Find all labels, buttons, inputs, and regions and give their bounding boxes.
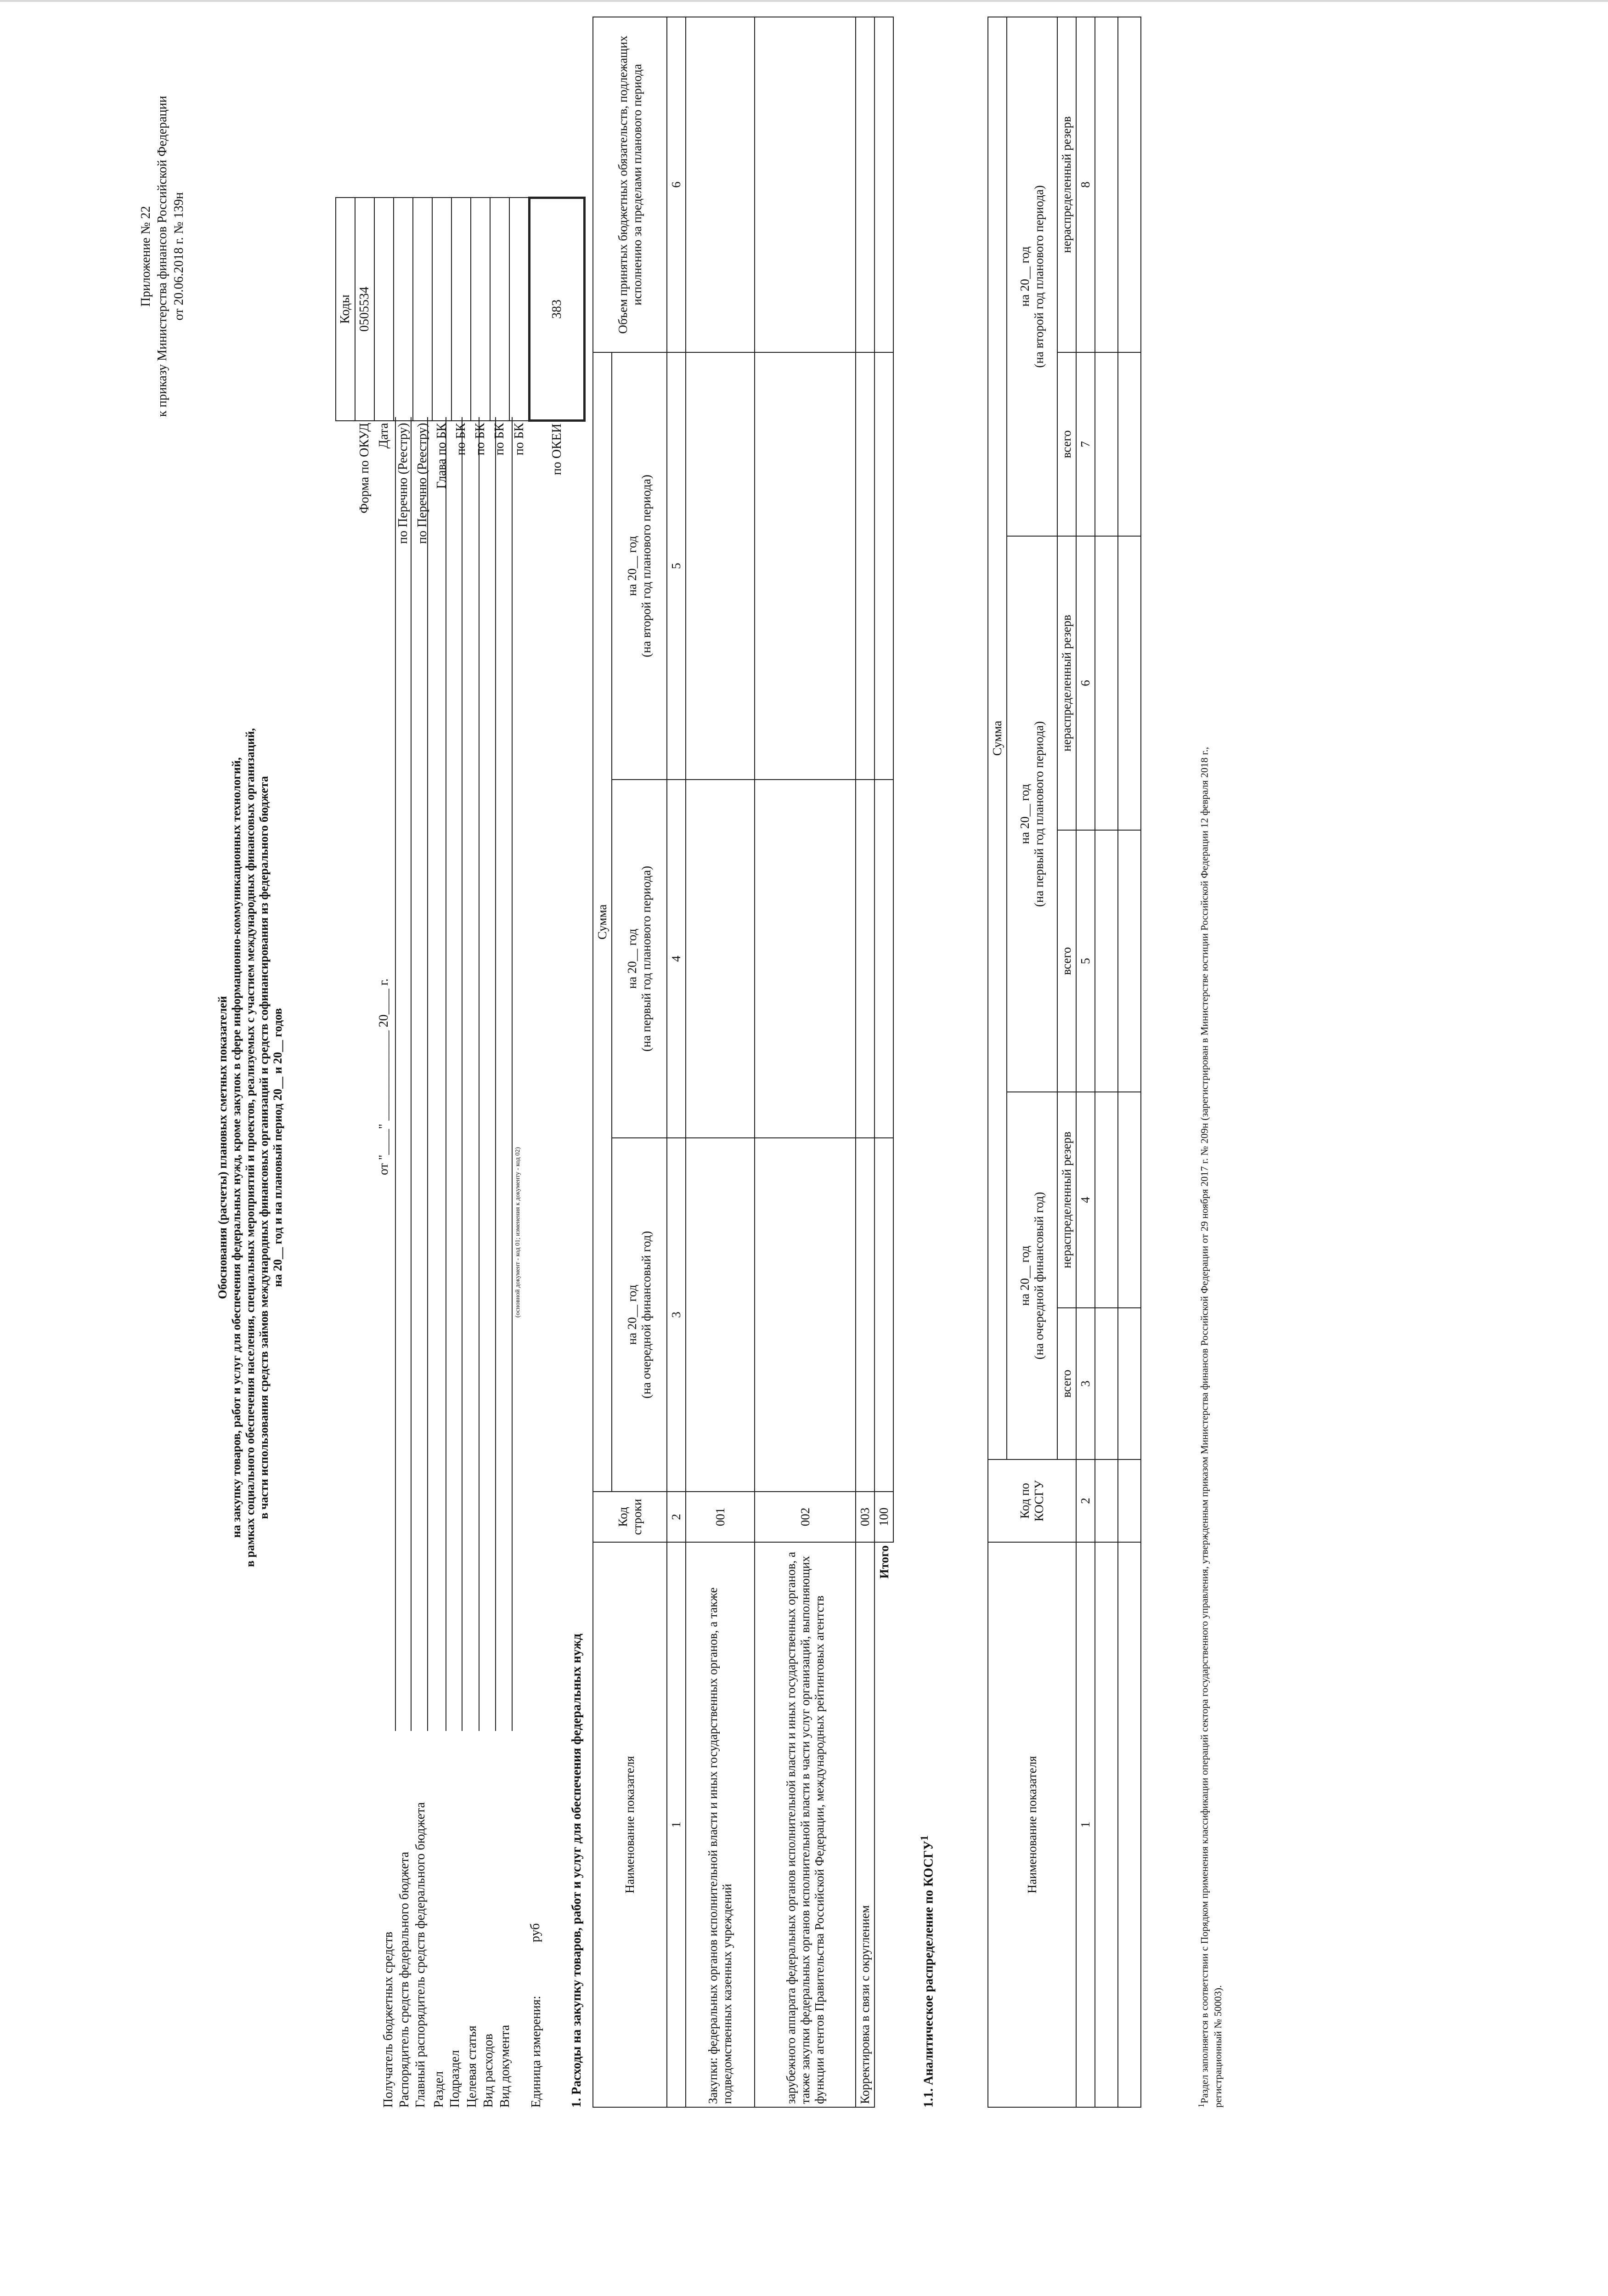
col-reserve: нераспределенный резерв (1057, 536, 1076, 830)
table-row (1118, 17, 1141, 2107)
col-year-3-sub: (на второй год планового периода) (639, 475, 653, 657)
registry-code-2[interactable] (413, 198, 432, 421)
field-subsection-line[interactable] (462, 417, 463, 1731)
title-line-2: на закупку товаров, работ и услуг для обеспечения федеральных нужд, кроме закупок в сфере информационно-коммуникационных технологий, (230, 757, 243, 1538)
col-year-1-sub: (на очередной финансовый год) (639, 1231, 653, 1399)
title-line-5: на 20__ год и на плановый период 20__ и 20__ годов (271, 1008, 284, 1287)
cell[interactable] (1118, 536, 1141, 830)
cell[interactable] (1118, 1459, 1141, 1542)
col-row-code: Код строки (593, 1492, 667, 1542)
cell[interactable] (1118, 17, 1141, 352)
footnote (1194, 17, 1225, 2108)
col-number: 5 (1076, 830, 1095, 1092)
col-year-1-label: на 20__ год (1018, 1245, 1032, 1306)
registry-code-1[interactable] (394, 198, 413, 421)
cell-year-1[interactable] (856, 1138, 875, 1492)
col-number: 4 (667, 780, 686, 1138)
table-row (686, 17, 755, 2107)
col-year-1-sub: (на очередной финансовый год) (1032, 1192, 1046, 1360)
col-year-1-label: на 20__ год (625, 1284, 639, 1345)
footnote-line-2: регистрационный № 50003). (1212, 1985, 1224, 2108)
footnote-mark: 1 (919, 1835, 931, 1841)
field-chief-manager-line[interactable] (427, 417, 428, 1731)
cell-year-1[interactable] (686, 1138, 755, 1492)
cell[interactable] (1118, 1308, 1141, 1459)
footnote-text: Раздел заполняется в соответствии с Порядком применения классификации операций сектора государственного управления, утвержденным приказом Министерства финансов Российской Федерации от 29 ноября 2017 г. № 209н (зарегистрирован в Министерстве юстиции Российской Федерации 12 февраля 2018 г., (1198, 747, 1210, 2104)
footnote-line-1 (1194, 17, 1211, 2108)
col-total: всего (1057, 352, 1076, 536)
cell-year-3[interactable] (856, 352, 875, 780)
field-chief-manager: Главный распорядитель средств федерального бюджета (413, 1802, 428, 2108)
col-year-2-label: на 20__ год (625, 928, 639, 989)
document-date-line: от "____" ______________ 20____ г. (377, 978, 391, 1175)
col-number: 3 (667, 1138, 686, 1492)
section-1-1-title-text: 1.1. Аналитическое распределение по КОСГУ (921, 1840, 936, 2108)
cell-year-3[interactable] (755, 352, 856, 780)
cell[interactable] (1095, 17, 1118, 352)
unit-label: Единица измерения: (529, 1996, 543, 2108)
appendix-header (138, 68, 187, 445)
cell-year-2[interactable] (755, 780, 856, 1138)
total-code: 100 (875, 1492, 893, 1542)
okei-label: по ОКЕИ (549, 424, 564, 475)
title-line-4: в части использования средств займов международных финансовых организаций и средств софинансирования из федерального бюджета (257, 776, 271, 1519)
field-subsection: Подраздел (448, 2050, 462, 2108)
section-1-1-title (919, 1835, 936, 2108)
col-number: 1 (667, 1542, 686, 2107)
code-label: по Перечню (Реестру) (396, 423, 410, 544)
col-year-2-label: на 20__ год (1018, 784, 1032, 844)
cell-year-2[interactable] (686, 780, 755, 1138)
col-obligations: Объем принятых бюджетных обязательств, подлежащих исполнению за пределами планового периода (593, 17, 667, 352)
col-indicator-name: Наименование показателя (988, 1542, 1076, 2107)
col-number: 3 (1076, 1308, 1095, 1459)
cell[interactable] (1095, 830, 1118, 1092)
col-year-3-label: на 20__ год (1018, 246, 1032, 307)
col-total: всего (1057, 830, 1076, 1092)
field-target-article: Целевая статья (465, 2025, 479, 2108)
col-number: 8 (1076, 17, 1095, 352)
field-expense-type: Вид расходов (481, 2034, 496, 2108)
col-number: 6 (667, 17, 686, 352)
cell-year-2[interactable] (856, 780, 875, 1138)
table-row (755, 17, 856, 2107)
field-section: Раздел (432, 2071, 446, 2108)
code-label: Дата (377, 423, 391, 449)
cell[interactable] (1118, 1542, 1141, 2107)
row-code: 001 (686, 1492, 755, 1542)
field-document-type: Вид документа (498, 2025, 512, 2108)
col-sum: Сумма (593, 352, 612, 1492)
total-year-3[interactable] (875, 352, 893, 780)
appendix-number: Приложение № 22 (139, 206, 153, 307)
row-name: зарубежного аппарата федеральных органов исполнительной власти и иных государственных органов, а также закупки федеральных органов исполнительной власти в части услуг организаций, выполняющих функции агентов Правительства Российской Федерации, международных рейтинговых агентств (755, 1542, 856, 2107)
col-number: 2 (1076, 1459, 1095, 1542)
cell[interactable] (1095, 1542, 1118, 2107)
total-obligations[interactable] (875, 17, 893, 352)
cell-obligations[interactable] (755, 17, 856, 352)
row-code: 002 (755, 1492, 856, 1542)
bk-code-2[interactable] (471, 198, 490, 421)
footnote-mark: 1 (1196, 2103, 1206, 2108)
cell-year-3[interactable] (686, 352, 755, 780)
col-year-2-sub: (на первый год планового периода) (639, 865, 653, 1052)
col-number: 1 (1076, 1542, 1095, 2107)
col-number: 7 (1076, 352, 1095, 536)
col-number: 2 (667, 1492, 686, 1542)
cell[interactable] (1095, 1092, 1118, 1308)
table-row (1095, 17, 1118, 2107)
date-code[interactable] (374, 198, 394, 421)
document-type-note: (основной документ - код 01; изменения к документу - код 02) (514, 1147, 521, 1318)
col-indicator-name: Наименование показателя (593, 1542, 667, 2107)
codes-header: Коды (336, 198, 355, 421)
col-reserve: нераспределенный резерв (1057, 17, 1076, 352)
cell-obligations[interactable] (686, 17, 755, 352)
col-total: всего (1057, 1308, 1076, 1459)
col-year-3-label: на 20__ год (625, 536, 639, 596)
col-year-1 (612, 1138, 667, 1492)
total-row (875, 17, 893, 2107)
bk-code-4[interactable] (509, 198, 530, 421)
cell[interactable] (1095, 1459, 1118, 1542)
code-label: по БК (454, 423, 468, 456)
col-sum: Сумма (988, 17, 1007, 1459)
col-number: 5 (667, 352, 686, 780)
code-label: по БК (492, 423, 507, 456)
col-year-3 (1007, 17, 1057, 536)
field-target-article-line[interactable] (479, 417, 480, 1731)
total-label: Итого (877, 1545, 891, 1579)
cell[interactable] (1095, 536, 1118, 830)
unit-value: руб (528, 1923, 542, 1942)
field-manager-line[interactable] (411, 417, 412, 1731)
title-line-3: в рамках социального обеспечения населения, специальных мероприятий и проектов, реализуемых с участием международных финансовых организаций, (243, 728, 257, 1567)
col-year-2-sub: (на первый год планового периода) (1032, 721, 1046, 907)
title-line-1: Обоснования (расчеты) плановых сметных показателей (216, 996, 229, 1299)
total-year-2[interactable] (875, 780, 893, 1138)
chapter-bk-code[interactable] (432, 198, 451, 421)
total-year-1[interactable] (875, 1138, 893, 1492)
table-row (856, 17, 875, 2107)
okei-code[interactable]: 383 (530, 198, 585, 421)
field-expense-type-line[interactable] (495, 417, 496, 1731)
cell-obligations[interactable] (856, 17, 875, 352)
order-date: от 20.06.2018 г. № 139н (172, 192, 186, 321)
col-kosgu: Код по КОСГУ (988, 1459, 1076, 1542)
field-recipient-line[interactable] (395, 417, 396, 1731)
cell[interactable] (1118, 1092, 1141, 1308)
cell[interactable] (1095, 1308, 1118, 1459)
col-number: 6 (1076, 536, 1095, 830)
field-manager: Распорядитель средств федерального бюджета (397, 1851, 412, 2108)
field-document-type-line[interactable] (512, 417, 513, 1731)
code-label: по Перечню (Реестру) (415, 423, 429, 544)
bk-code-1[interactable] (451, 198, 471, 421)
col-year-1 (1007, 1092, 1057, 1459)
section-1-title: 1. Расходы на закупку товаров, работ и услуг для обеспечения федеральных нужд (570, 1634, 584, 2108)
cell-year-1[interactable] (755, 1138, 856, 1492)
okud-code[interactable]: 0505534 (355, 198, 374, 421)
section-1-1-table (987, 17, 1141, 2108)
col-number: 4 (1076, 1092, 1095, 1308)
row-name: Закупки: федеральных органов исполнительной власти и иных государственных органов, а также подведомственных казенных учреждений (686, 1542, 755, 2107)
col-reserve: нераспределенный резерв (1057, 1092, 1076, 1308)
document-title (216, 481, 285, 1814)
col-year-3 (612, 352, 667, 780)
cell[interactable] (1095, 352, 1118, 536)
fields-block (381, 573, 547, 2108)
row-name: Корректировка в связи с округлением (856, 1542, 875, 2107)
row-code: 003 (856, 1492, 875, 1542)
order-reference: к приказу Министерства финансов Российской Федерации (155, 96, 169, 417)
col-year-3-sub: (на второй год планового периода) (1032, 185, 1046, 368)
bk-code-3[interactable] (490, 198, 509, 421)
col-year-2 (1007, 536, 1057, 1092)
cell[interactable] (1118, 352, 1141, 536)
codes-table (335, 197, 586, 573)
code-label: Форма по ОКУД (357, 423, 372, 514)
code-label: по БК (512, 423, 526, 456)
field-recipient: Получатель бюджетных средств (381, 1931, 395, 2108)
cell[interactable] (1118, 830, 1141, 1092)
col-year-2 (612, 780, 667, 1138)
section-1-table (592, 17, 894, 2108)
code-label: по БК (473, 423, 487, 456)
code-label: Глава по БК (434, 423, 449, 489)
